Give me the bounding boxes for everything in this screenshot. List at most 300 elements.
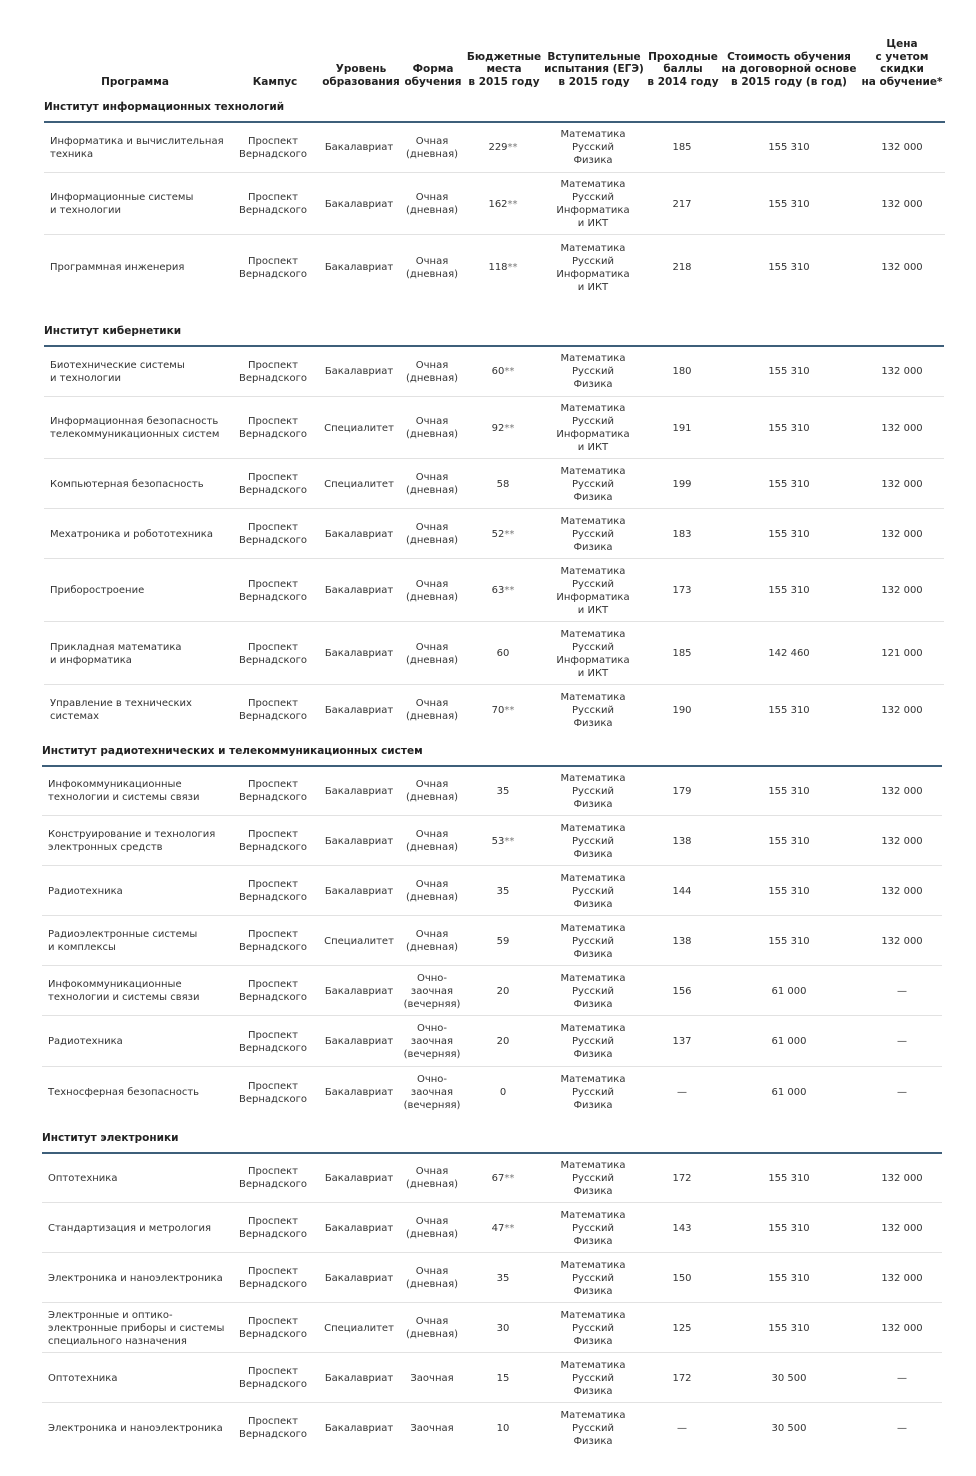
table-row	[0, 622, 976, 685]
discount-cell	[857, 816, 947, 866]
exams-cell	[543, 122, 643, 173]
budget-cell-text: 35	[496, 885, 510, 897]
level-cell-text: Бакалавриат	[324, 1272, 394, 1284]
budget-cell	[473, 1403, 533, 1453]
campus-cell	[228, 1353, 318, 1403]
program-cell-text: Биотехнические системы и технологии	[50, 359, 185, 384]
form-cell-text: Очная (дневная)	[406, 1266, 458, 1290]
form-cell-text: Очная (дневная)	[406, 829, 458, 853]
cost-cell	[739, 1403, 839, 1453]
form-cell	[399, 866, 465, 916]
header-level: Уровень образования	[322, 63, 400, 88]
program-cell-text: Стандартизация и метрология	[48, 1222, 212, 1234]
score-cell-text: 179	[672, 785, 692, 797]
table-row	[0, 397, 976, 459]
program-cell-text: Конструирование и технология электронных средств	[48, 829, 216, 853]
budget-cell	[473, 235, 533, 300]
discount-cell-text: 132 000	[881, 935, 923, 947]
form-cell-text: Очная (дневная)	[406, 1216, 458, 1240]
campus-cell-text: Проспект Вернадского	[239, 472, 307, 496]
exams-cell-text: Математика Русский Информатика и ИКТ	[556, 242, 630, 293]
level-cell	[314, 1153, 404, 1203]
budget-cell-text: 20	[496, 1036, 510, 1047]
cost-cell-text: 155 310	[768, 935, 810, 947]
discount-cell	[857, 559, 947, 622]
level-cell	[314, 1203, 404, 1253]
budget-cell	[473, 966, 533, 1016]
discount-cell-text: 132 000	[881, 1172, 923, 1184]
discount-cell-text: —	[897, 1372, 907, 1384]
institute-section	[0, 325, 976, 735]
program-cell	[48, 1153, 238, 1203]
discount-cell-text: 132 000	[881, 835, 923, 847]
form-cell-text: Очная (дневная)	[406, 359, 458, 384]
score-cell	[652, 1153, 712, 1203]
exams-cell	[543, 685, 643, 735]
form-cell-text: Очная (дневная)	[406, 1166, 458, 1190]
exams-cell	[543, 866, 643, 916]
table-row	[0, 685, 976, 735]
form-cell-text: Очная (дневная)	[406, 135, 458, 160]
campus-cell	[228, 235, 318, 300]
cost-cell	[739, 1067, 839, 1118]
campus-cell-text: Проспект Вернадского	[239, 1029, 307, 1054]
level-cell-text: Бакалавриат	[324, 1372, 394, 1384]
header-discount: Цена с учетом скидки на обучение*	[861, 38, 943, 88]
discount-cell-text: 132 000	[881, 785, 923, 797]
discount-cell	[857, 1403, 947, 1453]
discount-cell	[857, 916, 947, 966]
form-cell	[399, 966, 465, 1016]
discount-cell-text: 121 000	[881, 648, 923, 659]
score-cell	[652, 1067, 712, 1118]
exams-cell-text: Математика Русский Физика	[560, 515, 626, 553]
budget-cell-text: 58	[496, 478, 510, 490]
form-cell	[399, 122, 465, 173]
program-cell-text: Электроника и наноэлектроника	[48, 1422, 223, 1434]
budget-cell	[473, 685, 533, 735]
budget-cell	[473, 509, 533, 559]
level-cell	[314, 766, 404, 816]
level-cell	[314, 346, 404, 397]
program-cell-text: Электроника и наноэлектроника	[48, 1272, 223, 1284]
campus-cell	[228, 1403, 318, 1453]
form-cell	[399, 1067, 465, 1118]
budget-cell	[473, 766, 533, 816]
budget-cell-text: 47	[491, 1222, 505, 1234]
campus-cell-text: Проспект Вернадского	[239, 879, 307, 903]
cost-cell	[739, 559, 839, 622]
form-cell-text: Очная (дневная)	[406, 1316, 458, 1340]
program-cell	[48, 966, 238, 1016]
level-cell-text: Бакалавриат	[324, 648, 394, 659]
budget-cell	[473, 1067, 533, 1118]
level-cell	[314, 459, 404, 509]
form-cell	[399, 1303, 465, 1353]
score-cell	[652, 1016, 712, 1067]
exams-cell-text: Математика Русский Физика	[560, 1023, 626, 1060]
campus-cell-text: Проспект Вернадского	[239, 522, 307, 546]
program-cell-text: Информационные системы и технологии	[50, 192, 194, 216]
score-cell	[652, 397, 712, 459]
cost-cell	[739, 1353, 839, 1403]
cost-cell	[739, 1203, 839, 1253]
program-cell	[50, 622, 240, 685]
score-cell	[652, 816, 712, 866]
campus-cell-text: Проспект Вернадского	[239, 192, 307, 216]
discount-cell	[857, 397, 947, 459]
form-cell-text: Очная (дневная)	[406, 522, 458, 546]
form-cell	[399, 173, 465, 235]
program-cell	[48, 816, 238, 866]
budget-footnote-mark: **	[504, 835, 515, 847]
campus-cell-text: Проспект Вернадского	[239, 641, 307, 666]
campus-cell-text: Проспект Вернадского	[239, 779, 307, 803]
score-cell	[652, 122, 712, 173]
score-cell-text: 137	[672, 1036, 692, 1047]
table-row	[0, 1153, 976, 1203]
level-cell-text: Бакалавриат	[324, 885, 394, 897]
budget-cell-text: 118	[488, 262, 508, 273]
level-cell	[314, 509, 404, 559]
budget-cell	[473, 1253, 533, 1303]
institute-section	[0, 1132, 976, 1453]
cost-cell	[739, 346, 839, 397]
campus-cell	[228, 173, 318, 235]
program-cell	[50, 559, 240, 622]
program-cell	[50, 459, 240, 509]
exams-cell-text: Математика Русский Физика	[560, 872, 626, 910]
campus-cell	[228, 1203, 318, 1253]
discount-cell-text: —	[897, 1087, 907, 1098]
discount-cell-text: 132 000	[881, 704, 923, 716]
campus-cell-text: Проспект Вернадского	[239, 1316, 307, 1340]
score-cell	[652, 916, 712, 966]
form-cell	[399, 766, 465, 816]
score-cell	[652, 1303, 712, 1353]
level-cell	[314, 1303, 404, 1353]
budget-cell-text: 59	[496, 935, 510, 947]
discount-cell-text: —	[897, 985, 907, 997]
discount-cell-text: 132 000	[881, 1272, 923, 1284]
score-cell-text: 191	[672, 422, 692, 434]
budget-cell-text: 63	[491, 585, 505, 596]
program-cell-text: Компьютерная безопасность	[50, 478, 204, 490]
exams-cell-text: Математика Русский Физика	[560, 1309, 626, 1347]
exams-cell	[543, 1353, 643, 1403]
exams-cell	[543, 559, 643, 622]
campus-cell-text: Проспект Вернадского	[239, 1366, 307, 1390]
budget-cell	[473, 559, 533, 622]
header-scores: Проходные баллы в 2014 году	[647, 50, 719, 88]
cost-cell-text: 155 310	[768, 785, 810, 797]
institute-title: Институт электроники	[42, 1132, 179, 1144]
program-cell	[48, 1067, 238, 1118]
budget-footnote-mark: **	[507, 142, 518, 153]
discount-cell-text: 132 000	[881, 1222, 923, 1234]
budget-cell	[473, 122, 533, 173]
level-cell	[314, 866, 404, 916]
exams-cell	[543, 816, 643, 866]
program-cell-text: Информационная безопасность телекоммуникационных систем	[50, 416, 220, 440]
level-cell-text: Бакалавриат	[324, 985, 394, 997]
exams-cell	[543, 622, 643, 685]
program-cell-text: Инфокоммуникационные технологии и системы связи	[48, 779, 200, 803]
program-cell	[50, 235, 240, 300]
program-cell-text: Техносферная безопасность	[48, 1087, 200, 1098]
program-cell	[48, 1016, 238, 1067]
program-cell	[50, 122, 240, 173]
institute-title: Институт кибернетики	[44, 325, 182, 337]
cost-cell-text: 155 310	[768, 198, 810, 210]
exams-cell-text: Математика Русский Информатика и ИКТ	[556, 628, 630, 679]
table-row	[0, 1353, 976, 1403]
score-cell-text: 185	[672, 142, 692, 153]
program-cell	[48, 1403, 238, 1453]
cost-cell-text: 155 310	[768, 1272, 810, 1284]
program-cell	[48, 916, 238, 966]
discount-cell	[857, 1067, 947, 1118]
header-budget: Бюджетные места в 2015 году	[466, 50, 542, 88]
cost-cell	[739, 397, 839, 459]
campus-cell-text: Проспект Вернадского	[239, 929, 307, 953]
form-cell-text: Очная (дневная)	[406, 879, 458, 903]
table-row	[0, 1403, 976, 1453]
cost-cell	[739, 509, 839, 559]
table-row	[0, 1016, 976, 1067]
level-cell-text: Бакалавриат	[324, 585, 394, 596]
exams-cell	[543, 509, 643, 559]
header-cost: Стоимость обучения на договорной основе в 2015 году (в год)	[721, 50, 857, 88]
exams-cell	[543, 966, 643, 1016]
budget-footnote-mark: **	[507, 262, 518, 273]
score-cell-text: 180	[672, 366, 692, 377]
score-cell	[652, 509, 712, 559]
score-cell-text: 125	[672, 1322, 692, 1334]
exams-cell-text: Математика Русский Физика	[560, 1359, 626, 1397]
score-cell-text: 218	[672, 262, 692, 273]
campus-cell-text: Проспект Вернадского	[239, 698, 307, 722]
exams-cell-text: Математика Русский Физика	[560, 465, 626, 503]
table-row	[0, 509, 976, 559]
score-cell-text: 150	[672, 1272, 692, 1284]
budget-cell	[473, 866, 533, 916]
level-cell-text: Бакалавриат	[324, 528, 394, 540]
form-cell	[399, 622, 465, 685]
campus-cell	[228, 509, 318, 559]
level-cell-text: Специалитет	[324, 1322, 394, 1334]
cost-cell	[739, 235, 839, 300]
discount-cell	[857, 1203, 947, 1253]
exams-cell	[543, 397, 643, 459]
cost-cell	[739, 122, 839, 173]
budget-cell	[473, 1203, 533, 1253]
exams-cell-text: Математика Русский Физика	[560, 1409, 626, 1447]
institute-section	[0, 745, 976, 1118]
exams-cell	[543, 916, 643, 966]
score-cell-text: 143	[672, 1222, 692, 1234]
budget-cell	[473, 459, 533, 509]
score-cell-text: 190	[672, 704, 692, 716]
budget-cell-text: 53	[491, 835, 505, 847]
exams-cell-text: Математика Русский Физика	[560, 1159, 626, 1197]
budget-cell-text: 15	[496, 1372, 510, 1384]
budget-footnote-mark: **	[504, 704, 515, 716]
program-cell	[48, 1303, 238, 1353]
score-cell-text: 144	[672, 885, 692, 897]
discount-cell-text: 132 000	[881, 142, 923, 153]
level-cell-text: Бакалавриат	[324, 1222, 394, 1234]
campus-cell	[228, 1303, 318, 1353]
score-cell-text: 156	[672, 985, 692, 997]
form-cell	[399, 559, 465, 622]
level-cell-text: Бакалавриат	[324, 704, 394, 716]
score-cell	[652, 1353, 712, 1403]
exams-cell	[543, 346, 643, 397]
exams-cell	[543, 766, 643, 816]
institute-title: Институт информационных технологий	[44, 101, 285, 113]
cost-cell	[739, 1016, 839, 1067]
campus-cell	[228, 866, 318, 916]
score-cell-text: 185	[672, 648, 692, 659]
level-cell-text: Бакалавриат	[324, 1036, 394, 1047]
budget-cell-text: 229	[488, 142, 508, 153]
discount-cell	[857, 685, 947, 735]
program-cell-text: Радиоэлектронные системы и комплексы	[48, 929, 198, 953]
exams-cell-text: Математика Русский Физика	[560, 1209, 626, 1247]
level-cell	[314, 816, 404, 866]
exams-cell-text: Математика Русский Физика	[560, 129, 626, 166]
cost-cell-text: 155 310	[768, 422, 810, 434]
budget-cell	[473, 622, 533, 685]
table-row	[0, 816, 976, 866]
exams-cell	[543, 1403, 643, 1453]
institute-section	[0, 101, 976, 300]
program-cell	[48, 766, 238, 816]
program-cell-text: Оптотехника	[48, 1372, 118, 1384]
level-cell	[314, 1067, 404, 1118]
campus-cell-text: Проспект Вернадского	[239, 1266, 307, 1290]
table-row	[0, 459, 976, 509]
campus-cell	[228, 397, 318, 459]
discount-cell	[857, 766, 947, 816]
institute-title: Институт радиотехнических и телекоммуникационных систем	[42, 745, 423, 757]
program-cell	[50, 346, 240, 397]
level-cell-text: Специалитет	[324, 478, 394, 490]
discount-cell	[857, 1303, 947, 1353]
discount-cell	[857, 1353, 947, 1403]
campus-cell-text: Проспект Вернадского	[239, 1216, 307, 1240]
campus-cell-text: Проспект Вернадского	[239, 135, 307, 160]
program-cell-text: Управление в технических системах	[50, 698, 192, 722]
exams-cell-text: Математика Русский Информатика и ИКТ	[556, 565, 630, 616]
cost-cell	[739, 816, 839, 866]
cost-cell	[739, 866, 839, 916]
program-cell	[48, 1203, 238, 1253]
budget-footnote-mark: **	[504, 1222, 515, 1234]
budget-cell	[473, 1016, 533, 1067]
budget-footnote-mark: **	[504, 585, 515, 596]
discount-cell	[857, 1253, 947, 1303]
header-program: Программа	[101, 75, 169, 88]
campus-cell	[228, 559, 318, 622]
level-cell	[314, 559, 404, 622]
level-cell-text: Бакалавриат	[324, 785, 394, 797]
exams-cell-text: Математика Русский Физика	[560, 772, 626, 810]
form-cell	[399, 235, 465, 300]
score-cell-text: —	[677, 1087, 687, 1098]
program-cell-text: Оптотехника	[48, 1172, 118, 1184]
table-row	[0, 966, 976, 1016]
exams-cell-text: Математика Русский Информатика и ИКТ	[556, 179, 630, 229]
discount-cell	[857, 1016, 947, 1067]
discount-cell	[857, 346, 947, 397]
cost-cell-text: 61 000	[771, 1036, 807, 1047]
score-cell	[652, 622, 712, 685]
cost-cell-text: 155 310	[768, 835, 810, 847]
budget-cell-text: 162	[488, 198, 508, 210]
discount-cell-text: 132 000	[881, 885, 923, 897]
form-cell	[399, 459, 465, 509]
campus-cell-text: Проспект Вернадского	[239, 255, 307, 280]
discount-cell-text: 132 000	[881, 262, 923, 273]
campus-cell-text: Проспект Вернадского	[239, 979, 307, 1003]
cost-cell	[739, 173, 839, 235]
level-cell	[314, 966, 404, 1016]
cost-cell	[739, 1153, 839, 1203]
campus-cell	[228, 766, 318, 816]
cost-cell-text: 155 310	[768, 528, 810, 540]
campus-cell	[228, 1153, 318, 1203]
budget-cell-text: 10	[496, 1422, 510, 1434]
cost-cell-text: 30 500	[771, 1422, 807, 1434]
level-cell	[314, 1353, 404, 1403]
cost-cell	[739, 966, 839, 1016]
discount-cell	[857, 1153, 947, 1203]
form-cell-text: Очная (дневная)	[406, 578, 458, 603]
form-cell-text: Очная (дневная)	[406, 472, 458, 496]
exams-cell-text: Математика Русский Физика	[560, 972, 626, 1010]
table-row	[0, 235, 976, 300]
campus-cell-text: Проспект Вернадского	[239, 1166, 307, 1190]
program-cell	[50, 685, 240, 735]
form-cell-text: Очная (дневная)	[406, 641, 458, 666]
table-row	[0, 1303, 976, 1353]
score-cell	[652, 235, 712, 300]
level-cell	[314, 685, 404, 735]
table-row	[0, 766, 976, 816]
form-cell	[399, 1203, 465, 1253]
form-cell-text: Очная (дневная)	[406, 192, 458, 216]
program-cell-text: Информатика и вычислительная техника	[50, 135, 224, 160]
program-cell-text: Электронные и оптико- электронные приборы и системы специального назначения	[48, 1309, 225, 1347]
form-cell	[399, 1153, 465, 1203]
score-cell	[652, 966, 712, 1016]
program-cell	[48, 866, 238, 916]
table-header	[0, 30, 976, 92]
budget-cell-text: 92	[491, 422, 505, 434]
exams-cell-text: Математика Русский Физика	[560, 1074, 626, 1111]
budget-footnote-mark: **	[504, 366, 515, 377]
program-cell-text: Мехатроника и робототехника	[50, 528, 213, 540]
discount-cell	[857, 622, 947, 685]
discount-cell	[857, 122, 947, 173]
campus-cell-text: Проспект Вернадского	[239, 1080, 307, 1105]
form-cell	[399, 685, 465, 735]
cost-cell-text: 155 310	[768, 1222, 810, 1234]
budget-cell	[473, 816, 533, 866]
form-cell	[399, 346, 465, 397]
